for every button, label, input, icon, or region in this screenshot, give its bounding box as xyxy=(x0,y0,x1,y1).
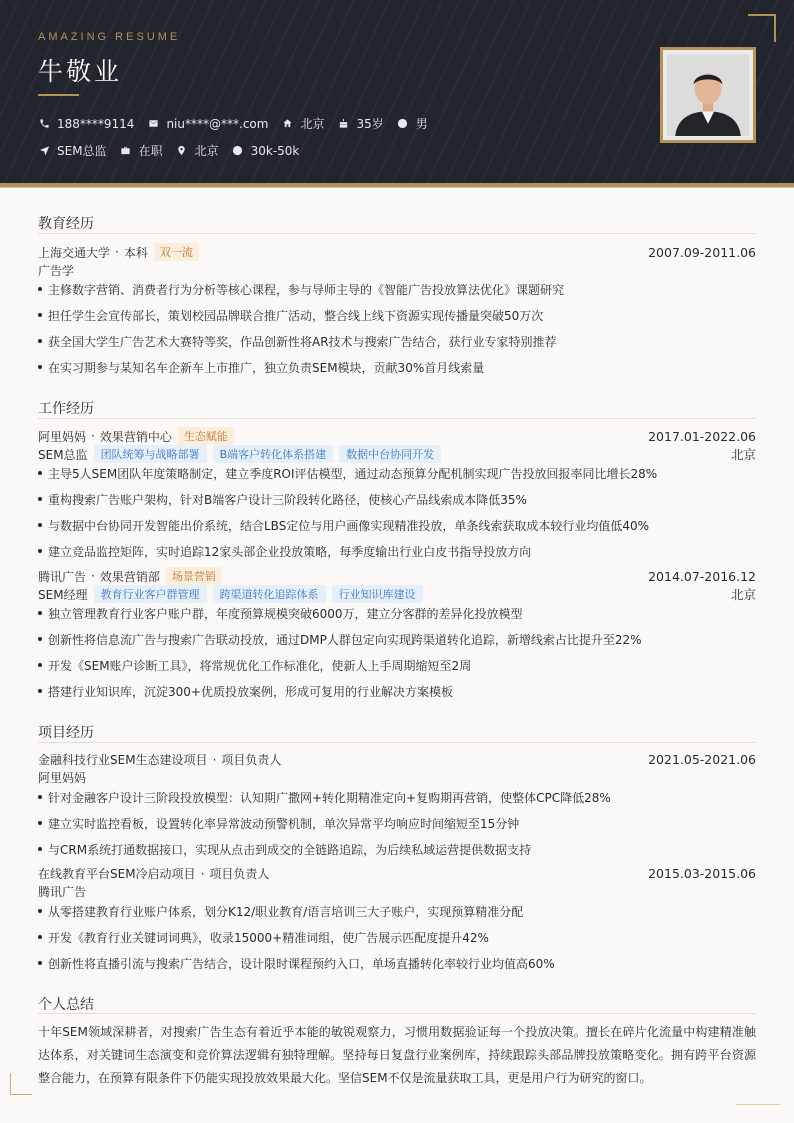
job-location: 北京 xyxy=(730,447,756,462)
list-item: 主修数字营销、消费者行为分析等核心课程，参与导师主导的《智能广告投放算法优化》课题研究 xyxy=(38,281,756,298)
project-org: 阿里妈妈 xyxy=(38,771,87,785)
summary-text: 十年SEM领域深耕者，对搜索广告生态有着近乎本能的敏锐观察力，习惯用数据验证每一个投放决策。擅长在碎片化流量中构建精准触达体系，对关键词生态演变和竞价算法逻辑有独特理解。坚持每日复盘行业案例库，持续跟踪头部品牌投放策略变化。拥有跨平台资源整合能力，在预算有限条件下仍能实现投放效果最大化。坚信SEM不仅是流量获取工具，更是用户行为研究的窗口。 xyxy=(38,1025,756,1085)
skill-tag: B端客户转化体系搭建 xyxy=(213,445,334,463)
separator: · xyxy=(212,752,217,767)
degree: 本科 xyxy=(123,245,148,260)
status-text: 在职 xyxy=(138,144,163,158)
project-name: 在线教育平台SEM冷启动项目 xyxy=(38,867,196,881)
contact-gender xyxy=(397,115,428,132)
intent-salary xyxy=(232,144,300,158)
cake-icon xyxy=(337,118,349,130)
avatar-frame xyxy=(660,47,756,143)
home-icon xyxy=(281,118,293,130)
education-header xyxy=(38,243,756,261)
send-icon xyxy=(38,145,50,157)
briefcase-icon xyxy=(120,145,132,157)
section-title-summary: 个人总结 xyxy=(38,997,94,1013)
project-name: 金融科技行业SEM生态建设项目 xyxy=(38,753,208,767)
resume-header xyxy=(0,0,794,183)
school-tag: 双一流 xyxy=(154,243,199,261)
major: 广告学 xyxy=(38,264,75,278)
gender-icon xyxy=(397,118,409,130)
location-pin-icon xyxy=(176,145,188,157)
section-title-work: 工作经历 xyxy=(38,401,94,417)
school-name: 上海交通大学 xyxy=(38,245,111,260)
list-item: 开发《SEM账户诊断工具》，将常规优化工作标准化，使新人上手周期缩短至2周 xyxy=(38,657,756,674)
skill-tag: 跨渠道转化追踪体系 xyxy=(213,585,326,603)
contact-email xyxy=(147,117,268,131)
project-org-line xyxy=(38,883,756,900)
phone-icon xyxy=(38,118,50,130)
list-item: 创新性将直播引流与搜索广告结合，设计限时课程预约入口，单场直播转化率较行业均值高60% xyxy=(38,955,756,972)
salary-icon xyxy=(232,145,244,157)
section-rule xyxy=(38,1013,756,1014)
project-date: 2021.05-2021.06 xyxy=(648,752,756,767)
corner-decoration xyxy=(748,14,776,42)
list-item: 主导5人SEM团队年度策略制定，建立季度ROI评估模型，通过动态预算分配机制实现广告投放回报率同比增长28% xyxy=(38,465,756,482)
tagline: AMAZING RESUME xyxy=(38,31,181,43)
job-date: 2014.07-2016.12 xyxy=(648,568,756,584)
job-location: 北京 xyxy=(730,587,756,602)
list-item: 担任学生会宣传部长，策划校园品牌联合推广活动，整合线上线下资源实现传播量突破50万次 xyxy=(38,307,756,324)
footer-decoration xyxy=(736,1104,780,1105)
list-item: 开发《教育行业关键词词典》，收录15000+精准词组，使广告展示匹配度提升42% xyxy=(38,929,756,946)
phone-text: 188****9114 xyxy=(57,116,135,131)
contact-phone xyxy=(38,117,134,131)
list-item: 与数据中台协同开发智能出价系统，结合LBS定位与用户画像实现精准投放，单条线索获取成本较行业均值低40% xyxy=(38,517,756,534)
city-text: 北京 xyxy=(300,117,325,131)
project-role: 项目负责人 xyxy=(209,867,270,881)
job-tag: 场景营销 xyxy=(166,567,222,585)
list-item: 创新性将信息流广告与搜索广告联动投放，通过DMP人群包定向实现跨渠道转化追踪，新增线索占比提升至22% xyxy=(38,631,756,648)
section-title-projects: 项目经历 xyxy=(38,725,94,741)
intent-position xyxy=(38,142,107,159)
skill-tag: 教育行业客户群管理 xyxy=(94,585,207,603)
list-item: 获全国大学生广告艺术大赛特等奖，作品创新性将AR技术与搜索广告结合，获行业专家特别推荐 xyxy=(38,333,756,350)
mail-icon xyxy=(147,118,159,130)
project-org: 腾讯广告 xyxy=(38,885,87,899)
section-rule xyxy=(38,742,756,743)
gender-text: 男 xyxy=(415,117,428,131)
list-item: 与CRM系统打通数据接口，实现从点击到成交的全链路追踪，为后续私域运营提供数据支持 xyxy=(38,841,756,858)
job-role: SEM总监 xyxy=(38,447,88,462)
project-header xyxy=(38,865,756,882)
list-item: 针对金融客户设计三阶段投放模型：认知期广撒网+转化期精准定向+复购期再营销，使整体CPC降低28% xyxy=(38,789,756,806)
job-role-line xyxy=(38,585,756,603)
job-date: 2017.01-2022.06 xyxy=(648,428,756,444)
intent-status xyxy=(120,142,163,159)
candidate-name: 牛敬业 xyxy=(38,57,123,86)
contact-city xyxy=(281,115,324,132)
salary-text: 30k-50k xyxy=(250,143,300,158)
project-role: 项目负责人 xyxy=(221,753,282,767)
separator: · xyxy=(115,245,119,259)
intent-location xyxy=(176,142,219,159)
separator: · xyxy=(91,429,95,443)
list-item: 从零搭建教育行业账户体系，划分K12/职业教育/语言培训三大子账户，实现预算精准分配 xyxy=(38,903,756,920)
age-text: 35岁 xyxy=(356,117,384,131)
name-underline xyxy=(38,94,79,96)
job-header xyxy=(38,567,756,585)
list-item: 在实习期参与某知名车企新车上市推广，独立负责SEM模块，贡献30%首月线索量 xyxy=(38,359,756,376)
education-major-line xyxy=(38,262,756,279)
section-rule xyxy=(38,418,756,419)
section-rule xyxy=(38,233,756,234)
department: 效果营销部 xyxy=(99,569,160,584)
email-text: niu****@***.com xyxy=(166,116,269,131)
job-role: SEM经理 xyxy=(38,587,88,602)
section-title-education: 教育经历 xyxy=(38,216,94,232)
skill-tag: 行业知识库建设 xyxy=(332,585,423,603)
contact-age xyxy=(337,115,383,132)
separator: · xyxy=(200,866,205,881)
header-divider-thin xyxy=(0,187,794,188)
list-item: 重构搜索广告账户架构，针对B端客户设计三阶段转化路径，使核心产品线索成本降低35% xyxy=(38,491,756,508)
intent-row xyxy=(38,142,312,159)
company-name: 腾讯广告 xyxy=(38,569,87,584)
list-item: 建立实时监控看板，设置转化率异常波动预警机制，单次异常平均响应时间缩短至15分钟 xyxy=(38,815,756,832)
department: 效果营销中心 xyxy=(99,429,172,444)
project-org-line xyxy=(38,769,756,786)
project-date: 2015.03-2015.06 xyxy=(648,866,756,881)
education-date: 2007.09-2011.06 xyxy=(648,244,756,260)
job-tag: 生态赋能 xyxy=(178,427,234,445)
company-name: 阿里妈妈 xyxy=(38,429,87,444)
list-item: 独立管理教育行业客户账户群，年度预算规模突破6000万，建立分客群的差异化投放模型 xyxy=(38,605,756,622)
contact-row xyxy=(38,115,441,132)
list-item: 建立竞品监控矩阵，实时追踪12家头部企业投放策略，每季度输出行业白皮书指导投放方向 xyxy=(38,543,756,560)
skill-tag: 数据中台协同开发 xyxy=(339,445,441,463)
separator: · xyxy=(91,569,95,583)
corner-decoration xyxy=(10,1073,32,1095)
location-text: 北京 xyxy=(194,144,219,158)
job-header xyxy=(38,427,756,445)
skill-tag: 团队统筹与战略部署 xyxy=(94,445,207,463)
project-header xyxy=(38,751,756,768)
position-text: SEM总监 xyxy=(57,144,107,158)
job-role-line xyxy=(38,445,756,463)
list-item: 搭建行业知识库，沉淀300+优质投放案例，形成可复用的行业解决方案模板 xyxy=(38,683,756,700)
avatar xyxy=(667,54,749,136)
